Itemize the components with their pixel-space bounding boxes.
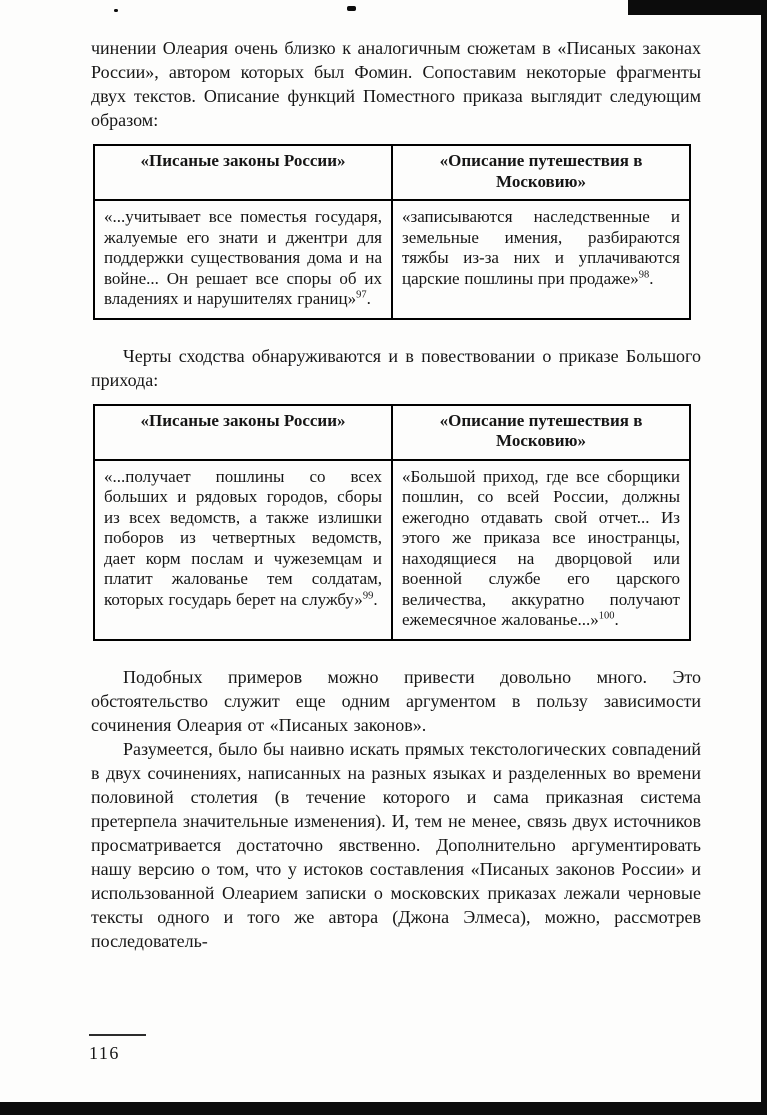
page-number-rule: [89, 1034, 146, 1036]
page-number: 116: [89, 1043, 120, 1063]
table-body-row: [94, 200, 690, 319]
table-header-row: [94, 145, 690, 200]
comparison-table-pomestny-prikaz: [93, 144, 691, 320]
between-paragraph: Черты сходства обнаруживаются и в повествовании о приказе Большого прихода:: [91, 345, 701, 390]
footnote-ref-97: 97: [356, 289, 367, 301]
table2-header-right: «Описание путешествия в Московию»: [392, 405, 690, 460]
quote-text: «Большой приход, где все сборщики пошлин, со всей России, должны ежегодно отдавать свой отчет... Из этого же приказа все иностранцы, находящиеся на дворцовой или военной службе его царского величества, аккуратно получают ежемесячное жалованье...»: [402, 466, 680, 629]
scan-artifact-bottom-edge: [0, 1102, 767, 1115]
sentence-period: .: [649, 268, 654, 288]
scan-artifact-top-right: [628, 0, 767, 15]
footnote-ref-100: 100: [598, 610, 615, 622]
table1-cell-right: [392, 200, 690, 319]
table1-header-left: «Писаные законы России»: [94, 145, 392, 200]
table-body-row: [94, 460, 690, 640]
table2-cell-left: [94, 460, 392, 640]
footnote-ref-99: 99: [362, 589, 374, 601]
final-paragraph: Разумеется, было бы наивно искать прямых текстологических совпадений в двух сочинениях, написанных на разных языках и разделенных во времени половиной столетия (в течение которого и сама приказная система претерпела значительные изменения). И, тем не менее, связь двух источников просматривается достаточно явственно. Дополнительно аргументировать нашу версию о том, что у истоков составления «Писаных законов России» и использованной Олеарием записки о московских приказах лежали черновые тексты одного и того же автора (Джона Элмеса), можно, рассмотрев последователь-: [91, 738, 701, 951]
page-footer: [89, 1034, 146, 1064]
table-header-row: [94, 405, 690, 460]
page-content: [91, 36, 701, 953]
table2-header-left: «Писаные законы России»: [94, 405, 392, 460]
intro-paragraph: чинении Олеария очень близко к аналогичным сюжетам в «Писаных законах России», автором которых был Фомин. Сопоставим некоторые фрагменты двух текстов. Описание функций Поместного приказа выглядит следующим образом:: [91, 38, 701, 130]
sentence-period: .: [373, 589, 378, 609]
quote-text: «...учитывает все поместья государя, жалуемые его знати и джентри для поддержки существования дома и на войне... Он решает все споры об их владениях и нарушителях границ»: [104, 207, 382, 308]
quote-text: «записываются наследственные и земельные имения, разбираются тяжбы из-за них и уплачиваются царские пошлины при продаже»: [402, 207, 680, 288]
quote-text: «...получает пошлины со всех больших и рядовых городов, сборы из всех ведомств, а также излишки поборов из четвертных ведомств, дает корм послам и чужеземцам и платит жалованье тем солдатам, которых государь берет на службу»: [104, 466, 382, 609]
scan-artifact-right-edge: [761, 8, 767, 1107]
table1-cell-left: [94, 200, 392, 319]
table1-header-right: «Описание путешествия в Московию»: [392, 145, 690, 200]
scan-artifact-speck: [347, 6, 356, 11]
comparison-table-bolshoy-prikhod: [93, 404, 691, 641]
sentence-period: .: [614, 610, 619, 629]
scan-artifact-speck: [114, 9, 118, 12]
table2-cell-right: [392, 460, 690, 640]
examples-paragraph: Подобных примеров можно привести довольно много. Это обстоятельство служит еще одним аргументом в пользу зависимости сочинения Олеария от «Писаных законов».: [91, 666, 701, 735]
footnote-ref-98: 98: [638, 268, 650, 280]
sentence-period: .: [366, 289, 371, 308]
